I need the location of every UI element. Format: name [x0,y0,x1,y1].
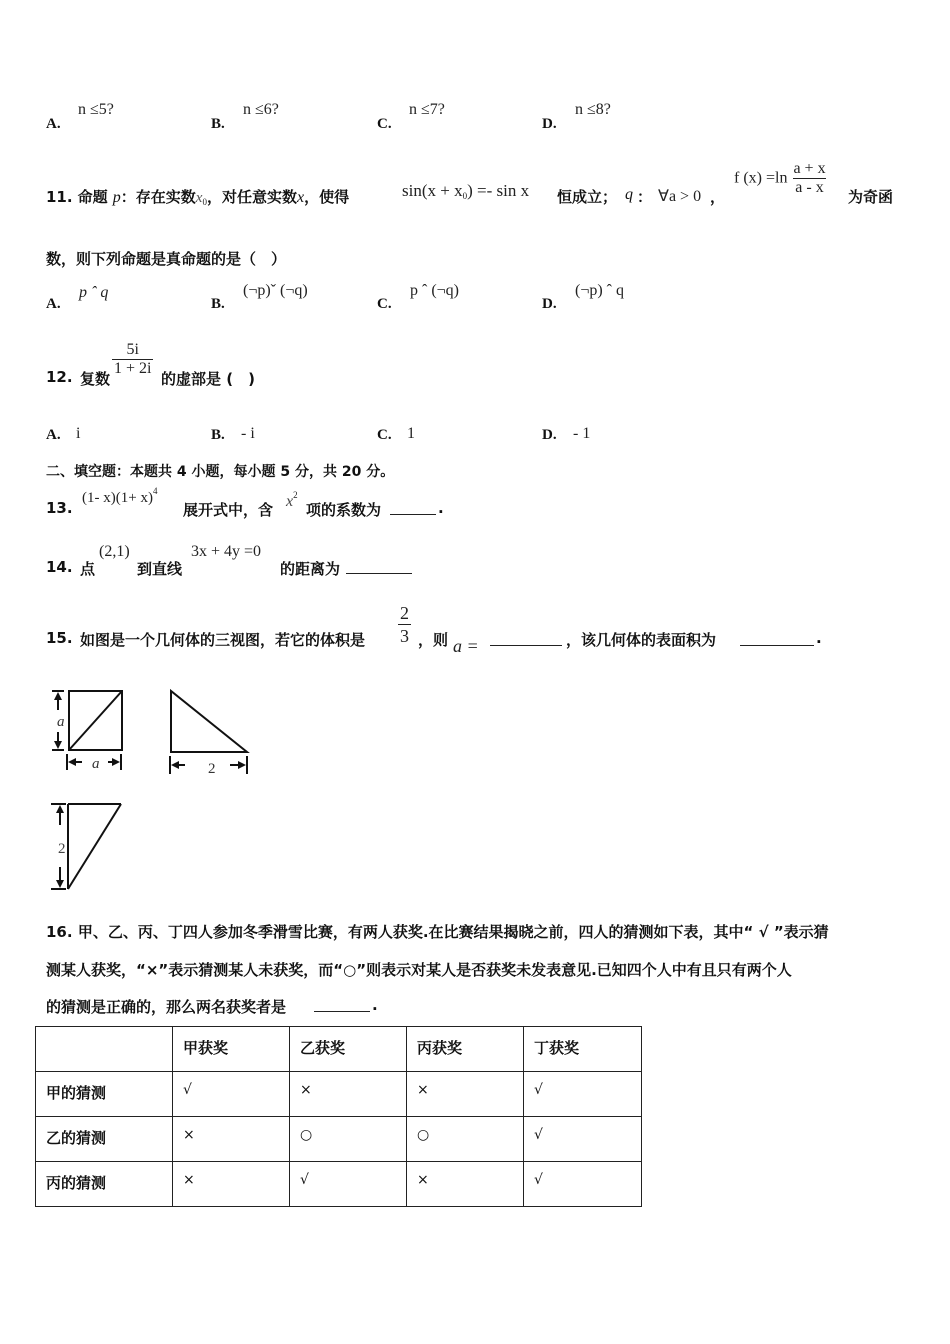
q15-den: 3 [400,626,409,646]
q12-num: 5i [126,341,139,358]
q11-sin-expr [402,181,529,201]
q11-f-num: a + x [793,160,826,177]
q11-text: 为奇函 [848,188,894,206]
table-cell: × [407,1072,524,1117]
side-bottom-label: 2 [208,761,216,777]
table-cell: × [290,1072,407,1117]
q11-option-b-label: B. [211,296,225,312]
q16-line2: 测某人获奖，“×”表示猜测某人未获奖，而“○”则表示对某人是否获奖未发表意见.已知四个人中有且只有两个人 [46,961,792,979]
guess-table [35,1026,642,1207]
q10-option-d-label: D. [542,116,557,132]
q12-option-a-label: A. [46,427,61,443]
table-cell: ○ [290,1117,407,1162]
q11-q: q [625,186,633,203]
q16-number: 16. [46,923,73,941]
q13-tail: . [438,499,444,517]
q14-answer-blank[interactable] [346,559,412,574]
q13-text: 项的系数为 [306,501,382,519]
top-view-figure [40,795,140,895]
q13-expr-body: (1- x)(1+ x) [82,490,153,506]
q13-text: 展开式中，含 [183,501,274,519]
q10-option-a-expr: n ≤5? [78,101,114,118]
q12-number: 12. [46,368,73,386]
q16-line1 [46,921,829,942]
q15-text: ，该几何体的表面积为 [566,631,717,649]
q11-sin-tail: ) =- sin x [467,181,530,200]
q15-frac-body [398,602,411,647]
q11-x0-sub: 0 [202,197,207,207]
q13-answer-blank[interactable] [390,500,436,515]
q11-line1 [46,186,349,207]
row-label: 乙的猜测 [36,1117,173,1162]
front-bottom-label: a [92,756,100,772]
q10-option-c-expr: n ≤7? [409,101,445,118]
q11-option-c-expr: p ˆ (¬q) [410,282,460,299]
q15-answer-blank-a[interactable] [490,631,562,646]
table-row [36,1117,642,1162]
q14-text: 到直线 [137,560,183,578]
q11-fraction [791,160,827,197]
table-cell: × [407,1162,524,1207]
front-side-label: a [57,714,65,730]
q10-option-a-label: A. [46,116,61,132]
q12-den: 1 + 2i [114,360,152,377]
q12-frac-body [112,341,153,378]
q12-option-d-expr: - 1 [573,425,591,442]
front-view-figure [40,680,140,780]
q14-point: (2,1) [99,543,130,560]
top-side-label: 2 [58,841,66,857]
q11-text: 命题 [77,188,108,206]
q12-text: 复数 [80,370,111,388]
q15-answer-blank-area[interactable] [740,631,814,646]
q11-forall: ∀a > 0 [658,188,702,205]
q10-option-d-expr: n ≤8? [575,101,611,118]
table-header-cell: 甲获奖 [173,1027,290,1072]
table-cell: √ [524,1162,642,1207]
q14-text: 的距离为 [280,560,341,578]
q16-answer-blank[interactable] [314,997,370,1012]
q15-number: 15. [46,629,73,647]
q15-num: 2 [400,603,409,623]
q11-text: ： [637,188,653,206]
q11-sin-head: sin(x + x [402,181,463,200]
table-cell: √ [290,1162,407,1207]
q12-text: 的虚部是 ( ) [161,370,255,388]
row-label: 丙的猜测 [36,1162,173,1207]
q10-option-c-label: C. [377,116,392,132]
q11-text: ，对任意实数 [206,188,297,206]
q11-sin-sub: 0 [462,191,468,201]
q14-number: 14. [46,558,73,576]
q11-f-lhs: f (x) =ln [734,169,788,187]
table-row [36,1072,642,1117]
q11-option-d-expr: (¬p) ˆ q [575,282,625,299]
q14-text: 点 [80,560,96,578]
q11-option-a-label: A. [46,296,61,312]
table-header-row [36,1027,642,1072]
q12-option-a-expr: i [76,425,81,442]
q11-function [734,160,828,197]
table-cell: √ [524,1117,642,1162]
q15-text: ，则 [418,631,449,649]
table-cell: × [173,1162,290,1207]
q13-xexp: 2 [293,490,298,500]
q12-fraction [112,341,153,378]
q11-line2: 数，则下列命题是真命题的是（ ） [46,250,287,268]
q13-expr [82,486,157,507]
row-label: 甲的猜测 [36,1072,173,1117]
q11-x: x [296,189,305,206]
q13-exp: 4 [152,486,158,496]
q12-option-c-label: C. [377,427,392,443]
q15-tail: . [816,629,822,647]
q10-option-b-label: B. [211,116,225,132]
q12-option-b-label: B. [211,427,225,443]
q12-option-d-label: D. [542,427,557,443]
q16-tail: . [372,996,378,1014]
q11-text: ，使得 [304,188,350,206]
q10-option-b-expr: n ≤6? [243,101,279,118]
side-view-figure [165,680,265,780]
table-cell: ○ [407,1117,524,1162]
table-header-cell: 丙获奖 [407,1027,524,1072]
q11-x0: x [195,190,203,206]
table-row [36,1162,642,1207]
table-header-cell: 丁获奖 [524,1027,642,1072]
q11-option-c-label: C. [377,296,392,312]
q11-option-d-label: D. [542,296,557,312]
q13-number: 13. [46,499,73,517]
q11-p: p [112,189,121,206]
q11-text: ：存在实数 [120,188,196,206]
q11-text: 恒成立； [557,188,618,206]
q12-option-b-expr: - i [241,425,255,442]
q15-fraction [398,602,411,647]
section-2-title: 二、填空题：本题共 4 小题，每小题 5 分，共 20 分。 [46,464,395,480]
q15-text: 如图是一个几何体的三视图，若它的体积是 [80,631,366,649]
q16-line3: 的猜测是正确的，那么两名获奖者是 [46,998,287,1016]
q11-option-a-expr: p ˆ q [79,284,109,301]
q14-line-eq: 3x + 4y =0 [191,543,262,560]
q13-x2 [286,490,298,511]
q11-f-den: a - x [795,179,824,196]
table-cell: √ [173,1072,290,1117]
table-cell: × [173,1117,290,1162]
q11-option-b-expr: (¬p)ˇ (¬q) [243,282,308,299]
q12-option-c-expr: 1 [407,425,415,442]
table-cell: √ [524,1072,642,1117]
q13-x: x [286,493,294,510]
q11-text: ， [710,188,726,206]
q16-line1-text: 甲、乙、丙、丁四人参加冬季滑雪比赛，有两人获奖.在比赛结果揭晓之前，四人的猜测如下表，其中“ √ ”表示猜 [77,923,829,941]
table-header-cell [36,1027,173,1072]
q11-number: 11. [46,188,73,206]
q15-a-eq: a = [453,636,479,656]
table-header-cell: 乙获奖 [290,1027,407,1072]
